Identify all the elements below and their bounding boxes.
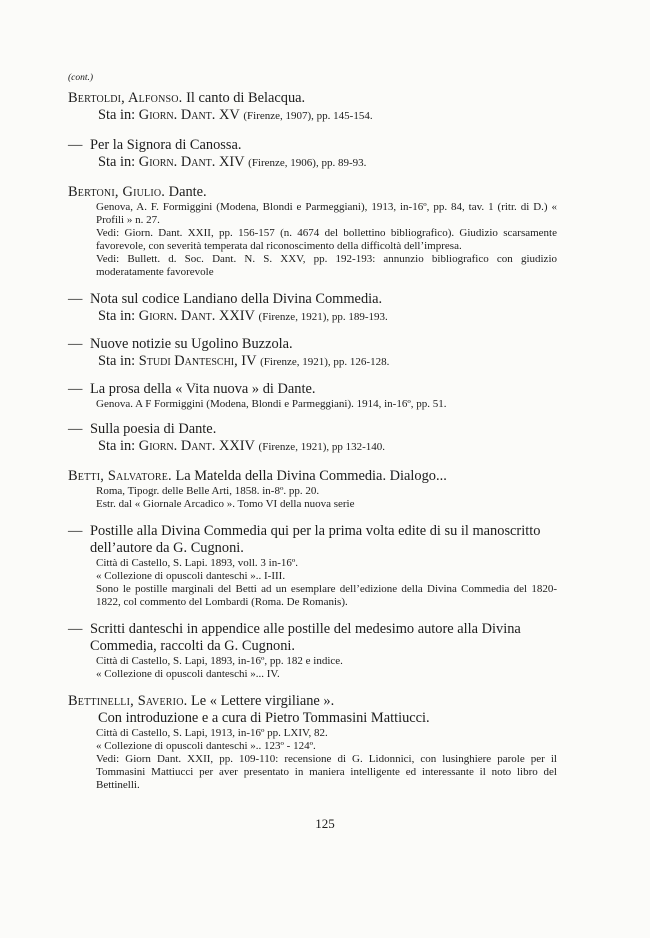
author-name: Bertoni, Giulio. [68,184,166,200]
entry-note: « Collezione di opuscoli danteschi ».. I-III. [96,570,286,582]
entry-title: La prosa della « Vita nuova » di Dante. [90,381,316,397]
entry-bertoldi-canossa [68,137,557,172]
entry-note: Città di Castello, S. Lapi, 1913, in-16º pp. LXIV, 82. [96,727,328,739]
entry-note: « Collezione di opuscoli danteschi ».. 123º - 124º. [96,740,316,752]
entry-betti-matelda [68,468,557,511]
entry-bertoni-vita-nuova [68,381,557,411]
entry-title: Nota sul codice Landiano della Divina Commedia. [90,291,383,307]
sta-in-label: Sta in: [98,438,136,454]
entry-title: Sulla poesia di Dante. [90,421,217,437]
sta-in-label: Sta in: [98,308,136,324]
entry-bertoni-dante [68,184,557,279]
repeat-author-dash: — [68,381,83,397]
repeat-author-dash: — [68,421,83,437]
entry-note: Vedi: Giorn. Dant. XXII, pp. 156-157 (n. 4674 del bollettino bibliografico). Giudizio scarsamente favorevole, con severità temperata dal riconoscimento della difficoltà dell’impresa. [96,227,557,252]
journal-name: Studi Danteschi, IV [138,353,257,369]
entry-note: Vedi: Giorn Dant. XXII, pp. 109-110: recensione di G. Lidonnici, con lusinghiere parole per il Tommasini Mattiucci per aver presentato in maniera intelligente ed interessante il noto libro del Bettinelli. [96,753,557,791]
sta-in-label: Sta in: [98,107,136,123]
entry-title: Scritti danteschi in appendice alle postille del medesimo autore alla Divina Commedia, raccolti da G. Cugnoni. [90,621,521,654]
entry-title: Nuove notizie su Ugolino Buzzola. [90,336,293,352]
bibliography-page [68,72,557,804]
entry-betti-scritti [68,621,557,681]
author-name: Bertoldi, Alfonso. [68,90,183,106]
journal-name: Giorn. Dant. XXIV [138,308,255,324]
entry-subtitle: Con introduzione e a cura di Pietro Tommasini Mattiucci. [98,710,430,726]
entry-title: Le « Lettere virgiliane ». [187,693,335,709]
publication-info: (Firenze, 1921), pp 132-140. [258,441,386,453]
journal-name: Giorn. Dant. XXIV [138,438,255,454]
publication-info: (Firenze, 1921), pp. 126-128. [260,356,390,368]
entry-note: Estr. dal « Giornale Arcadico ». Tomo VI della nuova serie [96,498,355,510]
sta-in-label: Sta in: [98,353,136,369]
entry-bertoni-landiano [68,291,557,326]
entry-note: Vedi: Bullett. d. Soc. Dant. N. S. XXV, pp. 192-193: annunzio bibliografico con giudizio moderatamente favorevole [96,253,557,278]
entry-note: Città di Castello, S. Lapi. 1893, voll. 3 in-16º. [96,557,299,569]
entry-title: Postille alla Divina Commedia qui per la prima volta edite di su il manoscritto dell’autore da G. Cugnoni. [90,523,541,556]
repeat-author-dash: — [68,137,83,153]
entry-title: Dante. [165,184,207,200]
repeat-author-dash: — [68,291,83,307]
publication-info: (Firenze, 1906), pp. 89-93. [248,157,367,169]
sta-in-label: Sta in: [98,154,136,170]
page-number: 125 [315,816,335,831]
entry-betti-postille [68,523,557,609]
publication-info: (Firenze, 1921), pp. 189-193. [258,311,388,323]
entry-note: Genova. A F Formiggini (Modena, Blondi e Parmeggiani). 1914, in-16º, pp. 51. [96,398,447,410]
journal-name: Giorn. Dant. XIV [138,154,245,170]
entry-bertoni-buzzola [68,336,557,371]
repeat-author-dash: — [68,336,83,352]
continuation-mark: (cont.) [68,73,94,83]
entry-note: Città di Castello, S. Lapi, 1893, in-16º, pp. 182 e indice. [96,655,343,667]
entry-note: Roma, Tipogr. delle Belle Arti, 1858. in-8º. pp. 20. [96,485,320,497]
entry-title: Il canto di Belacqua. [182,90,306,106]
entry-title: La Matelda della Divina Commedia. Dialogo... [171,468,447,484]
entry-title: Per la Signora di Canossa. [90,137,242,153]
entry-bertoldi-belacqua [68,90,557,125]
repeat-author-dash: — [68,621,83,637]
entry-note: Sono le postille marginali del Betti ad un esemplare dell’edizione della Divina Commedia del 1820-1822, col commento del Lombardi (Roma. De Romanis). [96,583,557,608]
entry-bertoni-poesia [68,421,557,456]
repeat-author-dash: — [68,523,83,539]
journal-name: Giorn. Dant. XV [138,107,240,123]
author-name: Betti, Salvatore. [68,468,172,484]
entry-note: Genova, A. F. Formiggini (Modena, Blondi e Parmeggiani), 1913, in-16º, pp. 84, tav. 1 (ritr. di D.) « Profili » n. 27. [96,201,557,226]
author-name: Bettinelli, Saverio. [68,693,188,709]
publication-info: (Firenze, 1907), pp. 145-154. [243,110,373,122]
entry-note: « Collezione di opuscoli danteschi »... IV. [96,668,280,680]
entry-bettinelli-lettere [68,693,557,792]
